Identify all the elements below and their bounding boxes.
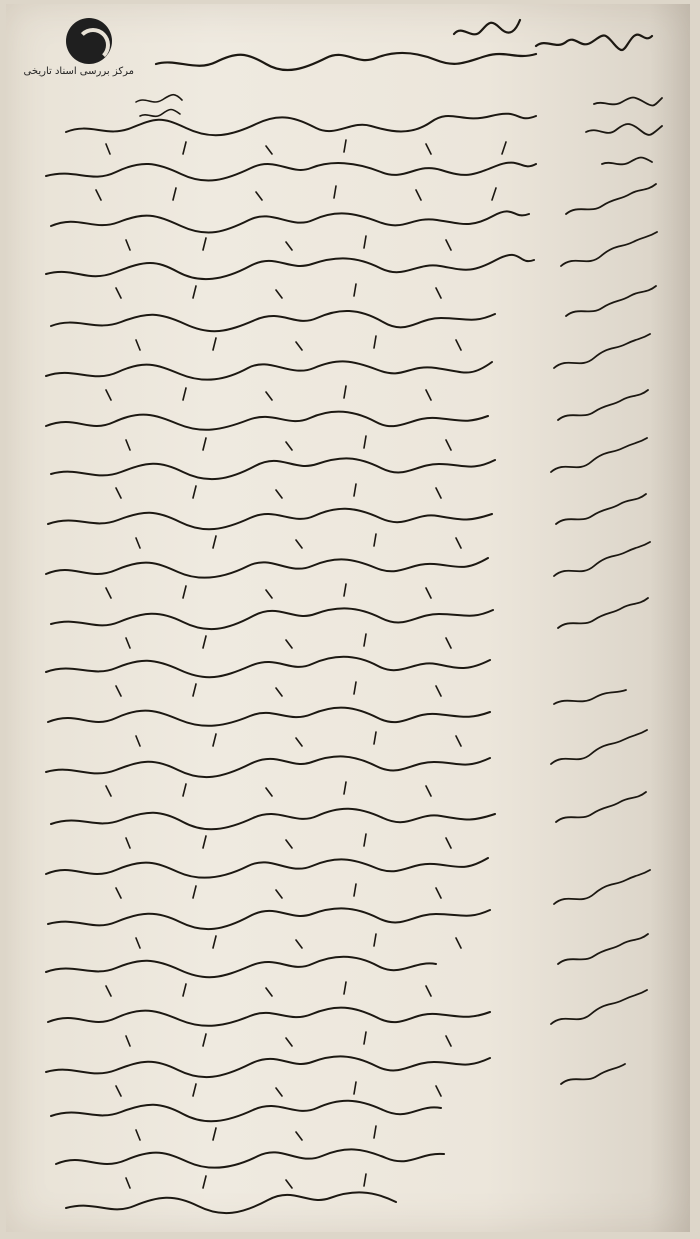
body-diacritics	[96, 140, 506, 1188]
margin-annotations	[551, 98, 662, 1085]
watermark-text: مرکز بررسی اسناد تاریخی	[23, 66, 134, 77]
top-left-note	[136, 95, 182, 117]
manuscript-page	[6, 4, 690, 1232]
handwriting-layer	[6, 4, 690, 1232]
header-line	[156, 20, 652, 70]
body-lines	[46, 114, 536, 1213]
